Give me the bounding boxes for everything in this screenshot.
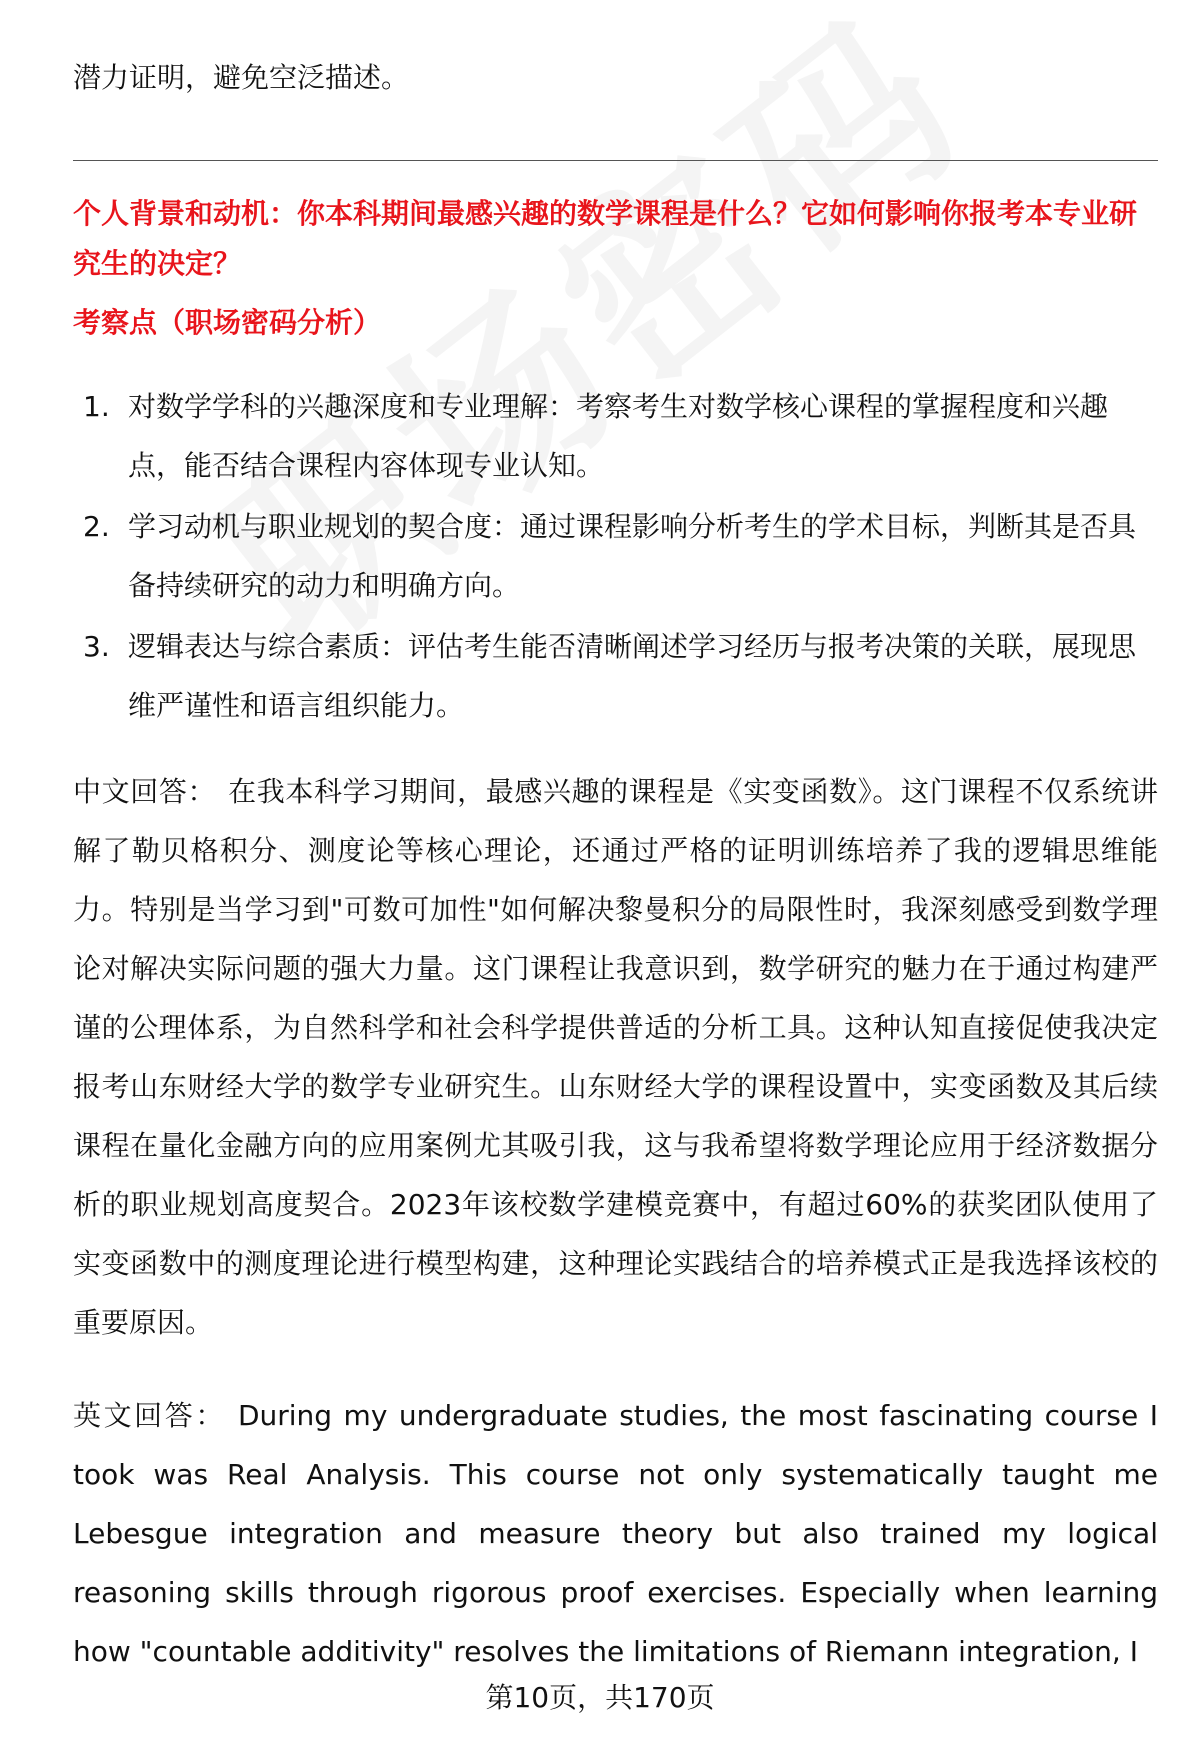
item-text: 对数学学科的兴趣深度和专业理解：考察考生对数学核心课程的掌握程度和兴趣点，能否结合课程内容体现专业认知。 (128, 390, 1109, 482)
chinese-answer-text: 在我本科学习期间，最感兴趣的课程是《实变函数》。这门课程不仅系统讲解了勒贝格积分、测度论等核心理论，还通过严格的证明训练培养了我的逻辑思维能力。特别是当学习到"可数可加性"如何解决黎曼积分的局限性时，我深刻感受到数学理论对解决实际问题的强大力量。这门课程让我意识到，数学研究的魅力在于通过构建严谨的公理体系，为自然科学和社会科学提供普适的分析工具。这种认知直接促使我决定报考山东财经大学的数学专业研究生。山东财经大学的课程设置中，实变函数及其后续课程在量化金融方向的应用案例尤其吸引我，这与我希望将数学理论应用于经济数据分析的职业规划高度契合。2023年该校数学建模竞赛中，有超过60%的获奖团队使用了实变函数中的测度理论进行模型构建，这种理论实践结合的培养模式正是我选择该校的重要原因。 (73, 775, 1158, 1339)
assessment-list (73, 377, 1158, 737)
assessment-heading: 考察点（职场密码分析） (73, 306, 382, 339)
question-heading: 个人背景和动机：你本科期间最感兴趣的数学课程是什么？它如何影响你报考本专业研究生的决定？ (73, 197, 1138, 280)
item-text: 学习动机与职业规划的契合度：通过课程影响分析考生的学术目标，判断其是否具备持续研究的动力和明确方向。 (128, 510, 1137, 602)
english-answer-text: During my undergraduate studies, the most fascinating course I took was Real Analysis. This course not only systematically taught me Lebesgue integration and measure theory but also trained my logical reasoning skills through rigorous proof exercises. Especially when learning how "countable additivity" resolves the limitations of Riemann integration, I (73, 1399, 1158, 1668)
assessment-item (73, 377, 1158, 495)
section-divider (73, 160, 1158, 161)
chinese-answer (73, 762, 1158, 1352)
assessment-item (73, 497, 1158, 615)
item-text: 逻辑表达与综合素质：评估考生能否清晰阐述学习经历与报考决策的关联，展现思维严谨性和语言组织能力。 (128, 630, 1137, 722)
item-number: 1. (83, 390, 110, 423)
chinese-answer-label: 中文回答： (73, 775, 217, 808)
item-number: 3. (83, 630, 110, 663)
page-number: 第10页，共170页 (485, 1681, 715, 1714)
english-answer-label: 英文回答： (73, 1399, 226, 1432)
english-answer (73, 1386, 1158, 1681)
item-number: 2. (83, 510, 110, 543)
assessment-item (73, 617, 1158, 735)
continued-text: 潜力证明，避免空泛描述。 (73, 61, 410, 94)
